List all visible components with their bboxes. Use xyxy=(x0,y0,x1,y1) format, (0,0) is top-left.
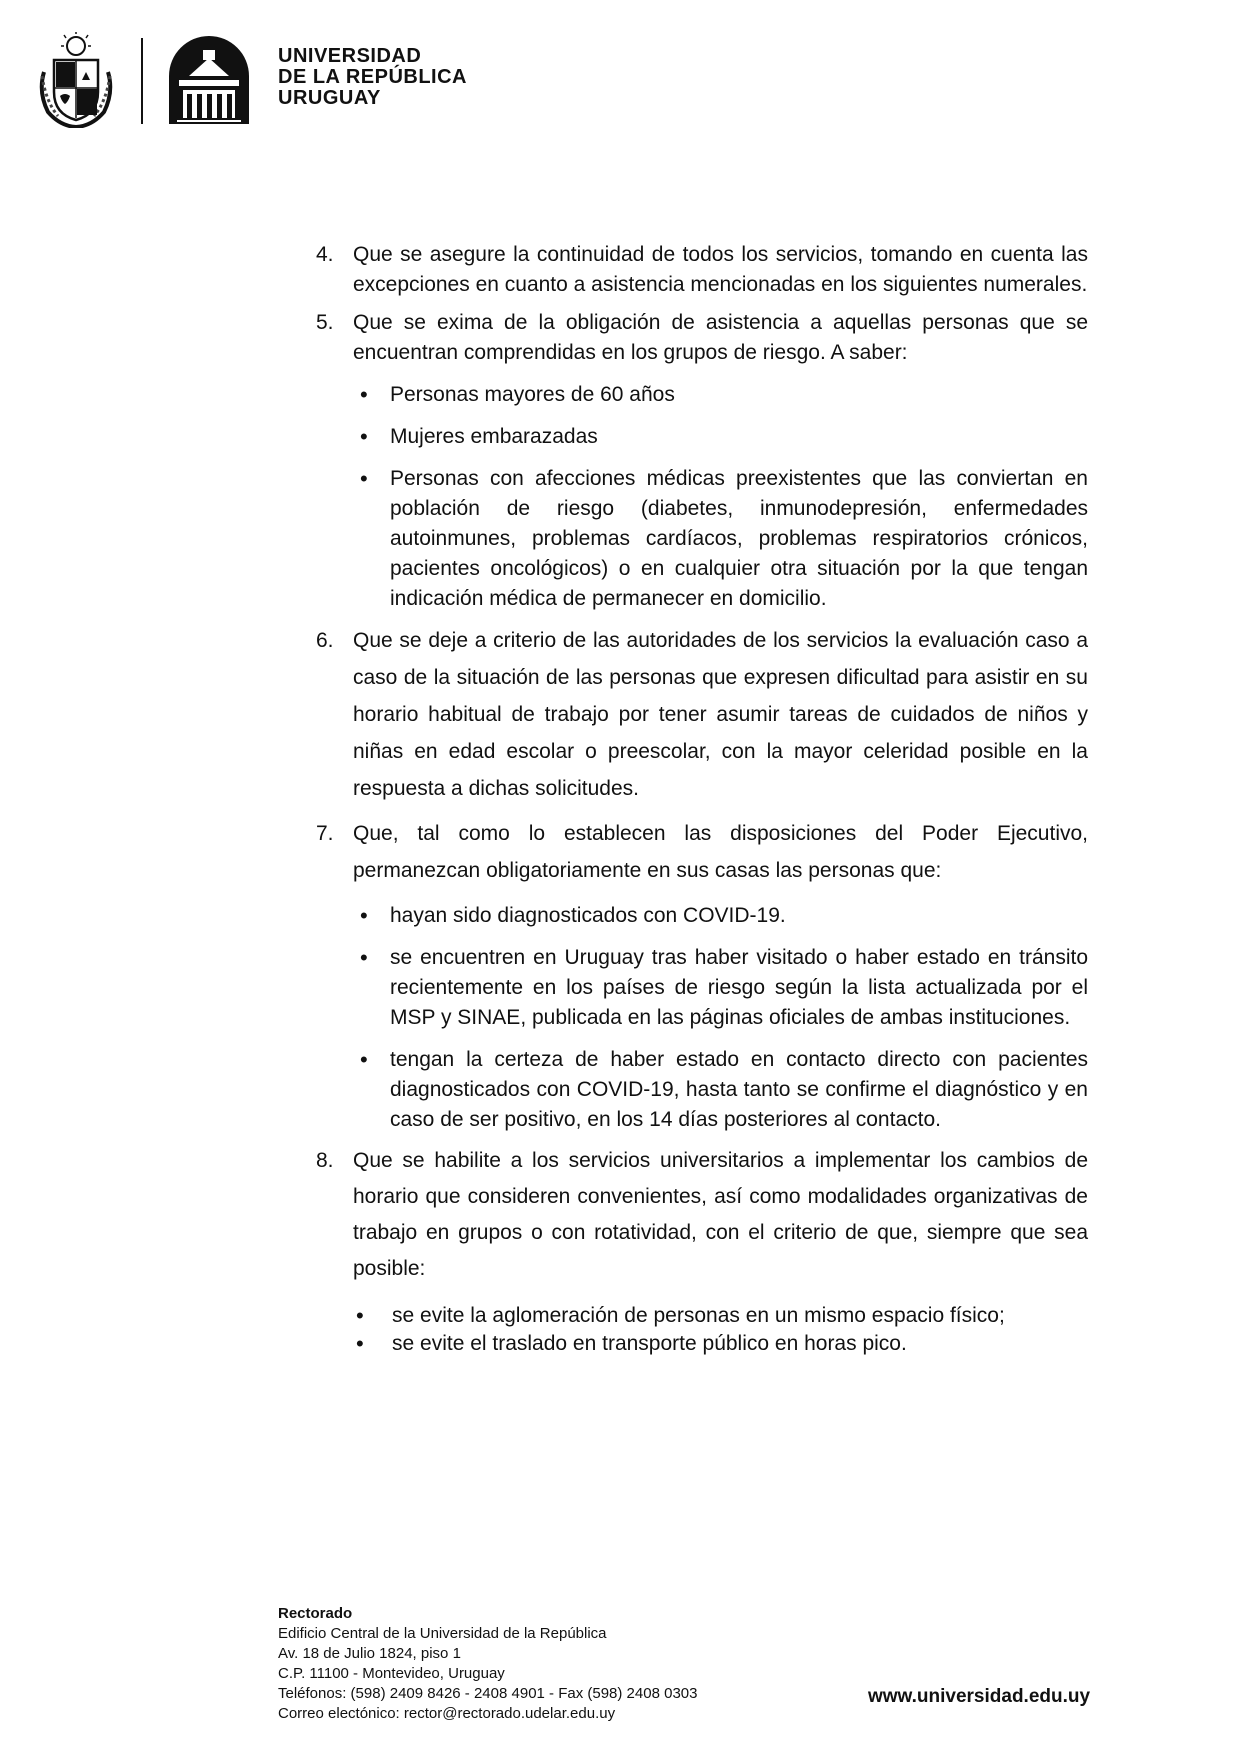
university-name-line1: UNIVERSIDAD xyxy=(278,45,422,67)
list-item-text: Personas mayores de 60 años xyxy=(390,383,675,406)
footer-phones: Teléfonos: (598) 2409 8426 - 2408 4901 - Fax (598) 2408 0303 xyxy=(278,1685,698,1702)
page-header xyxy=(36,32,536,128)
document-body xyxy=(318,240,1088,1357)
bullet-glyph: • xyxy=(360,424,368,449)
risk-group-list xyxy=(318,380,1088,614)
list-item xyxy=(318,1331,1088,1357)
list-item-text: Mujeres embarazadas xyxy=(390,425,598,448)
numbered-item-7 xyxy=(318,815,1088,889)
page-footer xyxy=(278,1604,697,1724)
numbered-item-6 xyxy=(318,622,1088,807)
bullet-glyph: • xyxy=(360,382,368,407)
university-building-icon xyxy=(169,36,249,124)
list-item xyxy=(318,1303,1088,1329)
mandatory-stay-home-list xyxy=(318,901,1088,1135)
footer-address: Av. 18 de Julio 1824, piso 1 xyxy=(278,1645,461,1662)
list-item xyxy=(318,943,1088,1033)
footer-email: Correo electónico: rector@rectorado.udelar.edu.uy xyxy=(278,1705,616,1722)
university-name-line2: DE LA REPÚBLICA xyxy=(278,66,467,88)
list-item xyxy=(318,901,1088,931)
list-item xyxy=(318,380,1088,410)
item-text: Que se exima de la obligación de asistencia a aquellas personas que se encuentran comprendidas en los grupos de riesgo. A saber: xyxy=(353,311,1088,364)
item-text: Que se habilite a los servicios universitarios a implementar los cambios de horario que consideren convenientes, así como modalidades organizativas de trabajo en grupos o con rotatividad, con el criterio de que, siempre que sea posible: xyxy=(353,1149,1088,1280)
bullet-glyph: • xyxy=(360,945,368,970)
bullet-glyph: • xyxy=(360,903,368,928)
list-item-text: se encuentren en Uruguay tras haber visitado o haber estado en tránsito recientemente en los países de riesgo según la lista actualizada por el MSP y SINAE, publicada en las páginas oficiales de ambas instituciones. xyxy=(390,946,1088,1029)
footer-building: Edificio Central de la Universidad de la República xyxy=(278,1625,607,1642)
list-item-text: tengan la certeza de haber estado en contacto directo con pacientes diagnosticados con COVID-19, hasta tanto se confirme el diagnóstico y en caso de ser positivo, en los 14 días posteriores al contacto. xyxy=(390,1048,1088,1131)
item-number: 6. xyxy=(316,629,334,652)
footer-postal-code: C.P. 11100 - Montevideo, Uruguay xyxy=(278,1665,505,1682)
item-text: Que se asegure la continuidad de todos los servicios, tomando en cuenta las excepciones en cuanto a asistencia mencionadas en los siguientes numerales. xyxy=(353,243,1088,296)
university-name xyxy=(278,46,467,109)
numbered-item-5 xyxy=(318,308,1088,368)
list-item xyxy=(318,1045,1088,1135)
bullet-glyph: • xyxy=(360,1047,368,1072)
item-number: 5. xyxy=(316,311,334,334)
work-organization-list xyxy=(318,1303,1088,1357)
bullet-glyph: • xyxy=(356,1303,364,1328)
list-item xyxy=(318,422,1088,452)
footer-title: Rectorado xyxy=(278,1605,353,1622)
footer-website: www.universidad.edu.uy xyxy=(868,1686,1091,1707)
item-text: Que, tal como lo establecen las disposiciones del Poder Ejecutivo, permanezcan obligatoriamente en sus casas las personas que: xyxy=(353,822,1088,882)
university-name-line3: URUGUAY xyxy=(278,87,381,109)
list-item-text: se evite el traslado en transporte público en horas pico. xyxy=(392,1332,907,1355)
item-text: Que se deje a criterio de las autoridades de los servicios la evaluación caso a caso de la situación de las personas que expresen dificultad para asistir en su horario habitual de trabajo por tener asumir tareas de cuidados de niños y niñas en edad escolar o preescolar, con la mayor celeridad posible en la respuesta a dichas solicitudes. xyxy=(353,629,1088,800)
item-number: 7. xyxy=(316,822,334,845)
coat-of-arms-icon xyxy=(36,32,116,128)
list-item-text: hayan sido diagnosticados con COVID-19. xyxy=(390,904,786,927)
numbered-item-4 xyxy=(318,240,1088,300)
item-number: 4. xyxy=(316,243,334,266)
bullet-glyph: • xyxy=(360,466,368,491)
header-divider xyxy=(141,38,143,124)
list-item-text: se evite la aglomeración de personas en un mismo espacio físico; xyxy=(392,1304,1005,1327)
bullet-glyph: • xyxy=(356,1331,364,1356)
numbered-item-8 xyxy=(318,1143,1088,1287)
list-item xyxy=(318,464,1088,614)
item-number: 8. xyxy=(316,1149,334,1172)
list-item-text: Personas con afecciones médicas preexistentes que las conviertan en población de riesgo (diabetes, inmunodepresión, enfermedades autoinmunes, problemas cardíacos, problemas respiratorios crónicos, pacientes oncológicos) o en cualquier otra situación por la que tengan indicación médica de permanecer en domicilio. xyxy=(390,467,1088,610)
